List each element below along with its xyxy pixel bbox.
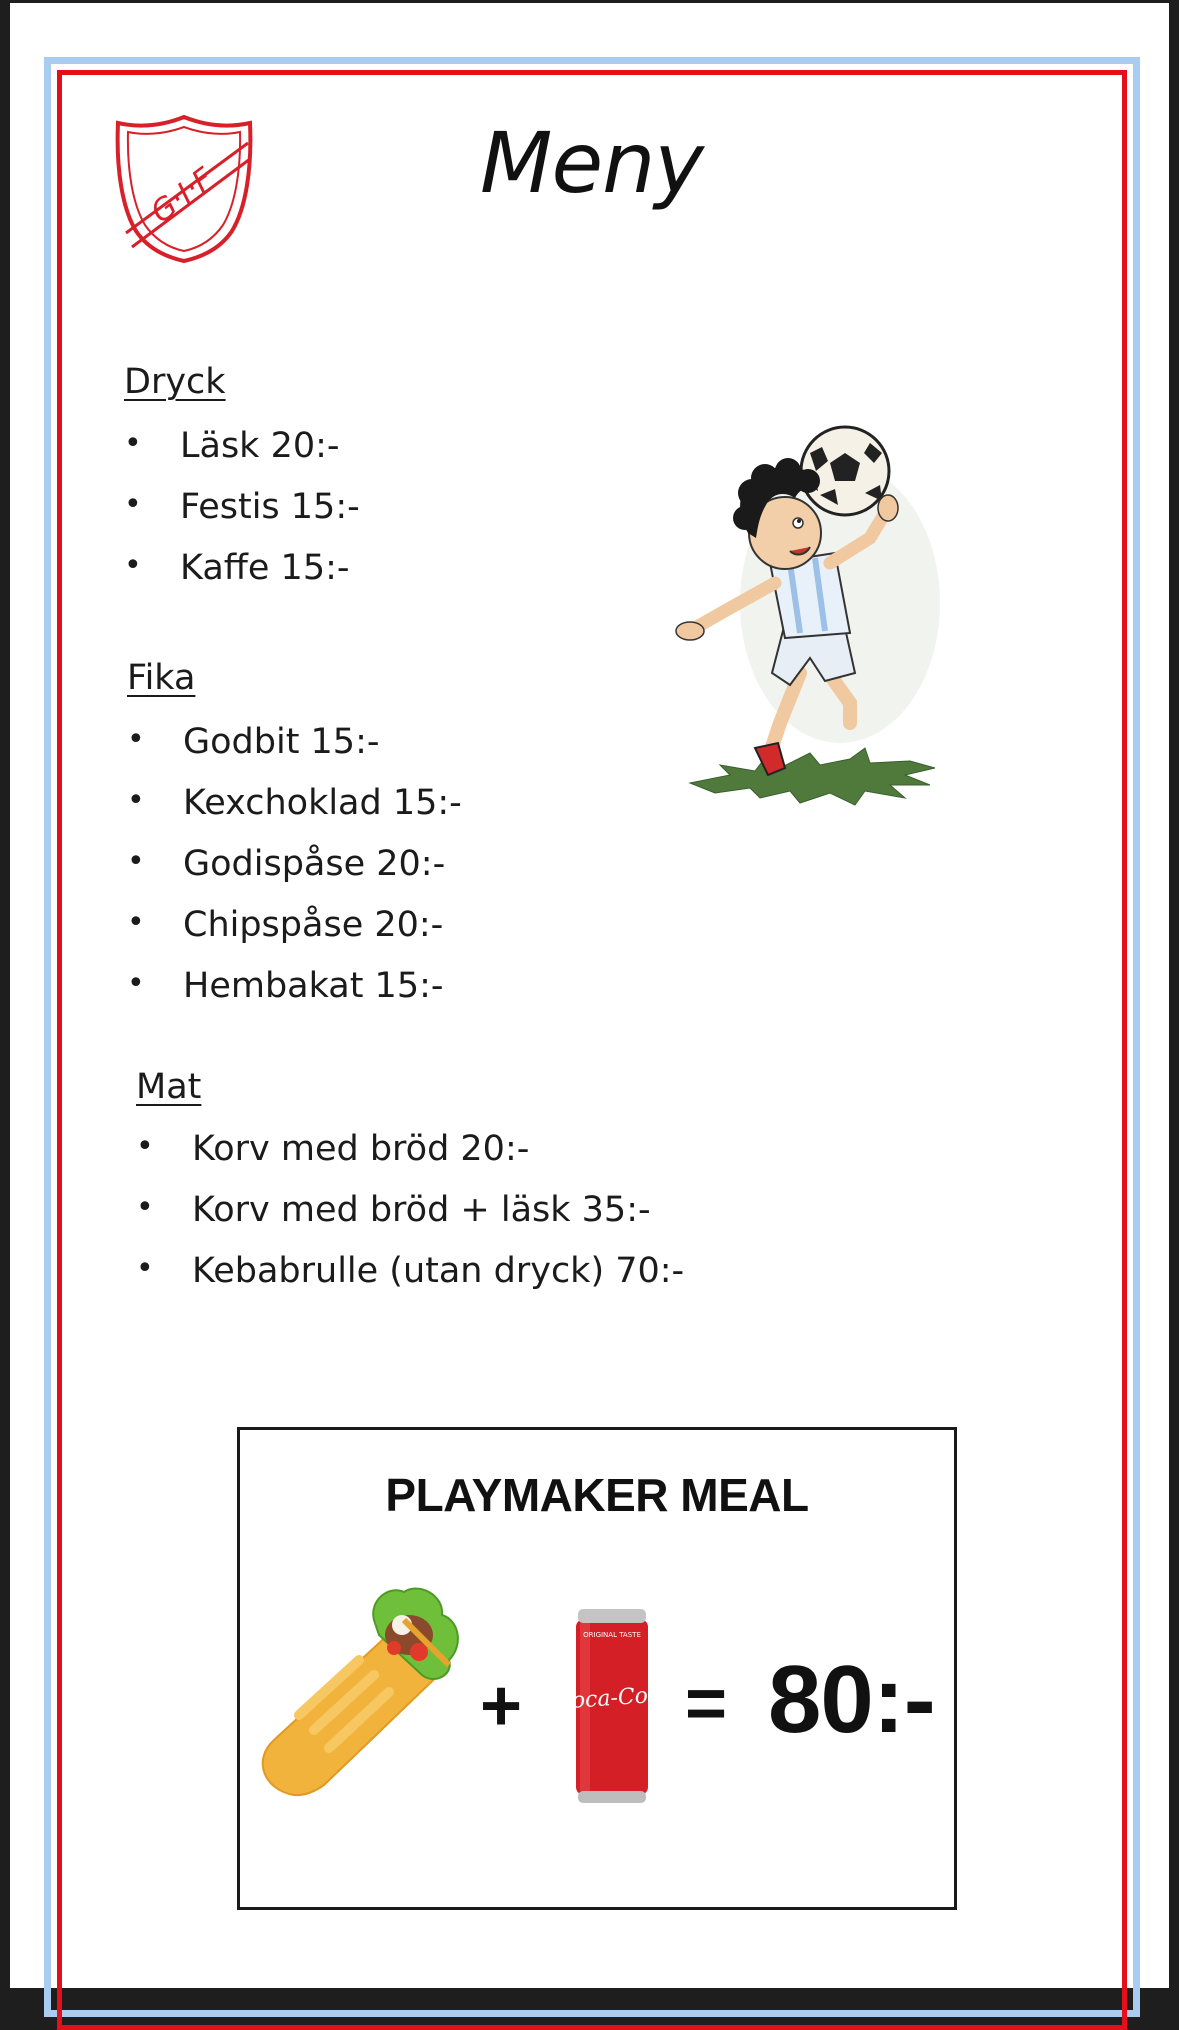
bullet: • [124, 548, 142, 583]
bullet: • [124, 426, 142, 461]
bullet: • [124, 487, 142, 522]
svg-text:ORIGINAL TASTE: ORIGINAL TASTE [583, 1631, 641, 1639]
club-logo [114, 113, 254, 263]
meal-price: 80:- [768, 1646, 935, 1753]
meal-title: PLAYMAKER MEAL [385, 1469, 809, 1521]
equals-sign: = [685, 1664, 728, 1744]
bullet: • [127, 722, 145, 757]
bullet: • [127, 783, 145, 818]
section-heading-dryck: Dryck [124, 362, 226, 402]
menu-page [10, 3, 1169, 1988]
item-text: Kexchoklad 15:- [183, 783, 462, 823]
item-text: Korv med bröd 20:- [192, 1129, 530, 1169]
item-text: Korv med bröd + läsk 35:- [192, 1190, 651, 1230]
playmaker-meal-box [237, 1427, 957, 1910]
item-text: Godbit 15:- [183, 722, 380, 762]
item-text: Kaffe 15:- [180, 548, 350, 588]
item-text: Godispåse 20:- [183, 844, 446, 884]
bullet: • [127, 966, 145, 1001]
item-text: Kebabrulle (utan dryck) 70:- [192, 1251, 685, 1291]
section-heading-mat: Mat [136, 1067, 202, 1107]
page-title: Meny [480, 114, 704, 212]
can-label: Coca-Cola [554, 1682, 669, 1715]
bullet: • [136, 1129, 154, 1164]
bullet: • [127, 905, 145, 940]
section-heading-fika: Fika [127, 658, 196, 698]
bullet: • [136, 1190, 154, 1225]
item-text: Chipspåse 20:- [183, 905, 444, 945]
item-text: Hembakat 15:- [183, 966, 444, 1006]
bullet: • [136, 1251, 154, 1286]
bullet: • [127, 844, 145, 879]
plus-sign: + [480, 1666, 523, 1746]
soda-can-illustration [554, 1605, 669, 1805]
item-text: Festis 15:- [180, 487, 360, 527]
logo-text: G·I·F [144, 161, 221, 231]
soccer-player-illustration [660, 423, 970, 853]
item-text: Läsk 20:- [180, 426, 340, 466]
kebab-wrap-illustration [254, 1580, 464, 1805]
